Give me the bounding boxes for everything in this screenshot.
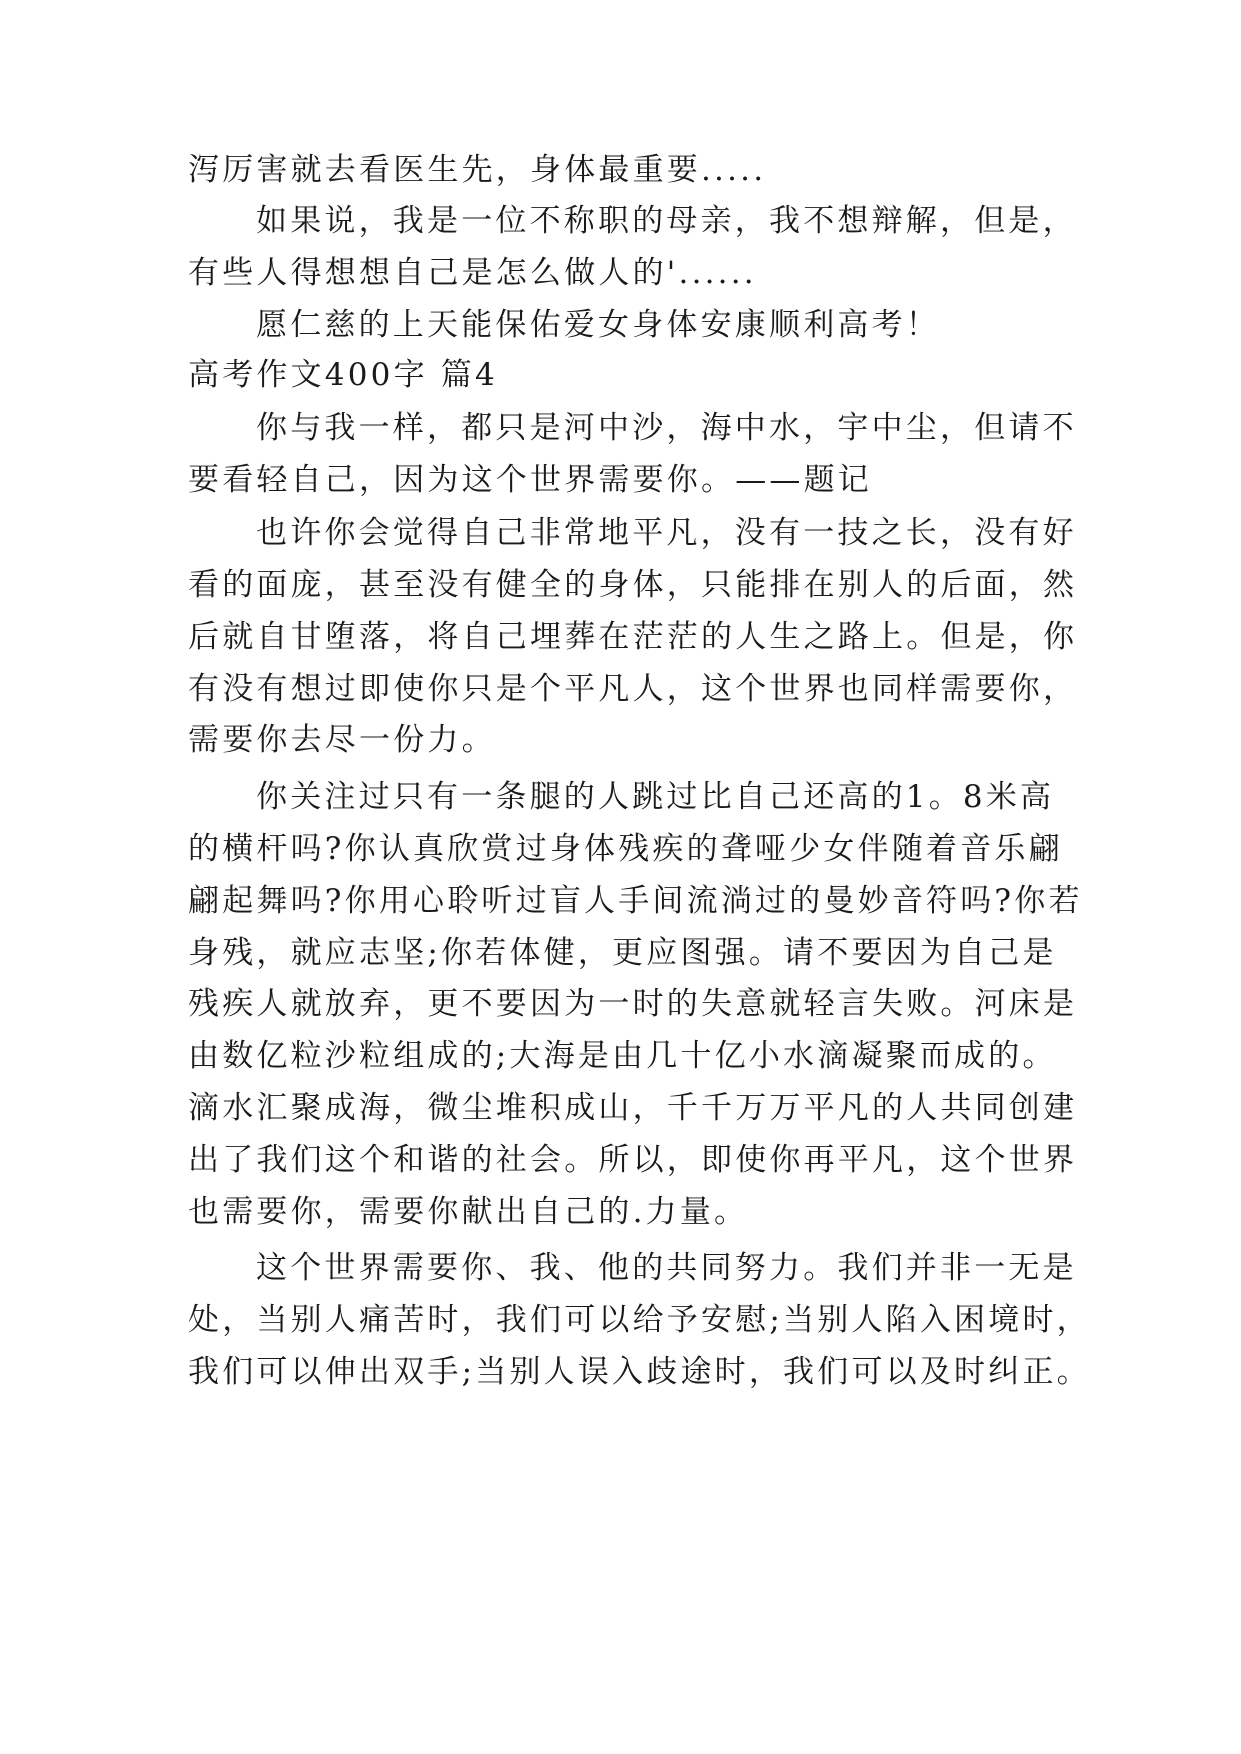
text-line: 身残，就应志坚;你若体健，更应图强。请不要因为自己是 xyxy=(188,935,1057,971)
text-line: 出了我们这个和谐的社会。所以，即使你再平凡，这个世界 xyxy=(188,1142,1078,1178)
text-line: 滴水汇聚成海，微尘堆积成山，千千万万平凡的人共同创建 xyxy=(188,1090,1078,1126)
text-line: 由数亿粒沙粒组成的;大海是由几十亿小水滴凝聚而成的。 xyxy=(188,1038,1057,1074)
paragraph-start: 这个世界需要你、我、他的共同努力。我们并非一无是 xyxy=(256,1250,1077,1286)
paragraph-start: 也许你会觉得自己非常地平凡，没有一技之长，没有好 xyxy=(256,515,1077,551)
text-line: 我们可以伸出双手;当别人误入歧途时，我们可以及时纠正。 xyxy=(188,1354,1091,1390)
paragraph-start: 愿仁慈的上天能保佑爱女身体安康顺利高考！ xyxy=(256,307,940,343)
text-line: 有没有想过即使你只是个平凡人，这个世界也同样需要你， xyxy=(188,671,1078,707)
text-line: 泻厉害就去看医生先，身体最重要..... xyxy=(188,152,767,188)
section-heading: 高考作文400字 篇4 xyxy=(188,357,498,393)
text-line: 残疾人就放弃，更不要因为一时的失意就轻言失败。河床是 xyxy=(188,986,1078,1022)
text-line: 翩起舞吗?你用心聆听过盲人手间流淌过的曼妙音符吗?你若 xyxy=(188,883,1083,919)
paragraph-start: 你关注过只有一条腿的人跳过比自己还高的1。8米高 xyxy=(256,779,1055,815)
text-line: 也需要你，需要你献出自己的.力量。 xyxy=(188,1194,749,1230)
text-line: 的横杆吗?你认真欣赏过身体残疾的聋哑少女伴随着音乐翩 xyxy=(188,831,1063,867)
text-line: 后就自甘堕落，将自己埋葬在茫茫的人生之路上。但是，你 xyxy=(188,619,1078,655)
paragraph-start: 你与我一样，都只是河中沙，海中水，宇中尘，但请不 xyxy=(256,410,1077,446)
text-line: 要看轻自己，因为这个世界需要你。——题记 xyxy=(188,462,872,498)
text-line: 有些人得想想自己是怎么做人的'...... xyxy=(188,255,757,291)
text-line: 看的面庞，甚至没有健全的身体，只能排在别人的后面，然 xyxy=(188,567,1078,603)
text-line: 处，当别人痛苦时，我们可以给予安慰;当别人陷入困境时， xyxy=(188,1302,1091,1338)
paragraph-start: 如果说，我是一位不称职的母亲，我不想辩解，但是， xyxy=(256,203,1077,239)
text-line: 需要你去尽一份力。 xyxy=(188,722,496,758)
